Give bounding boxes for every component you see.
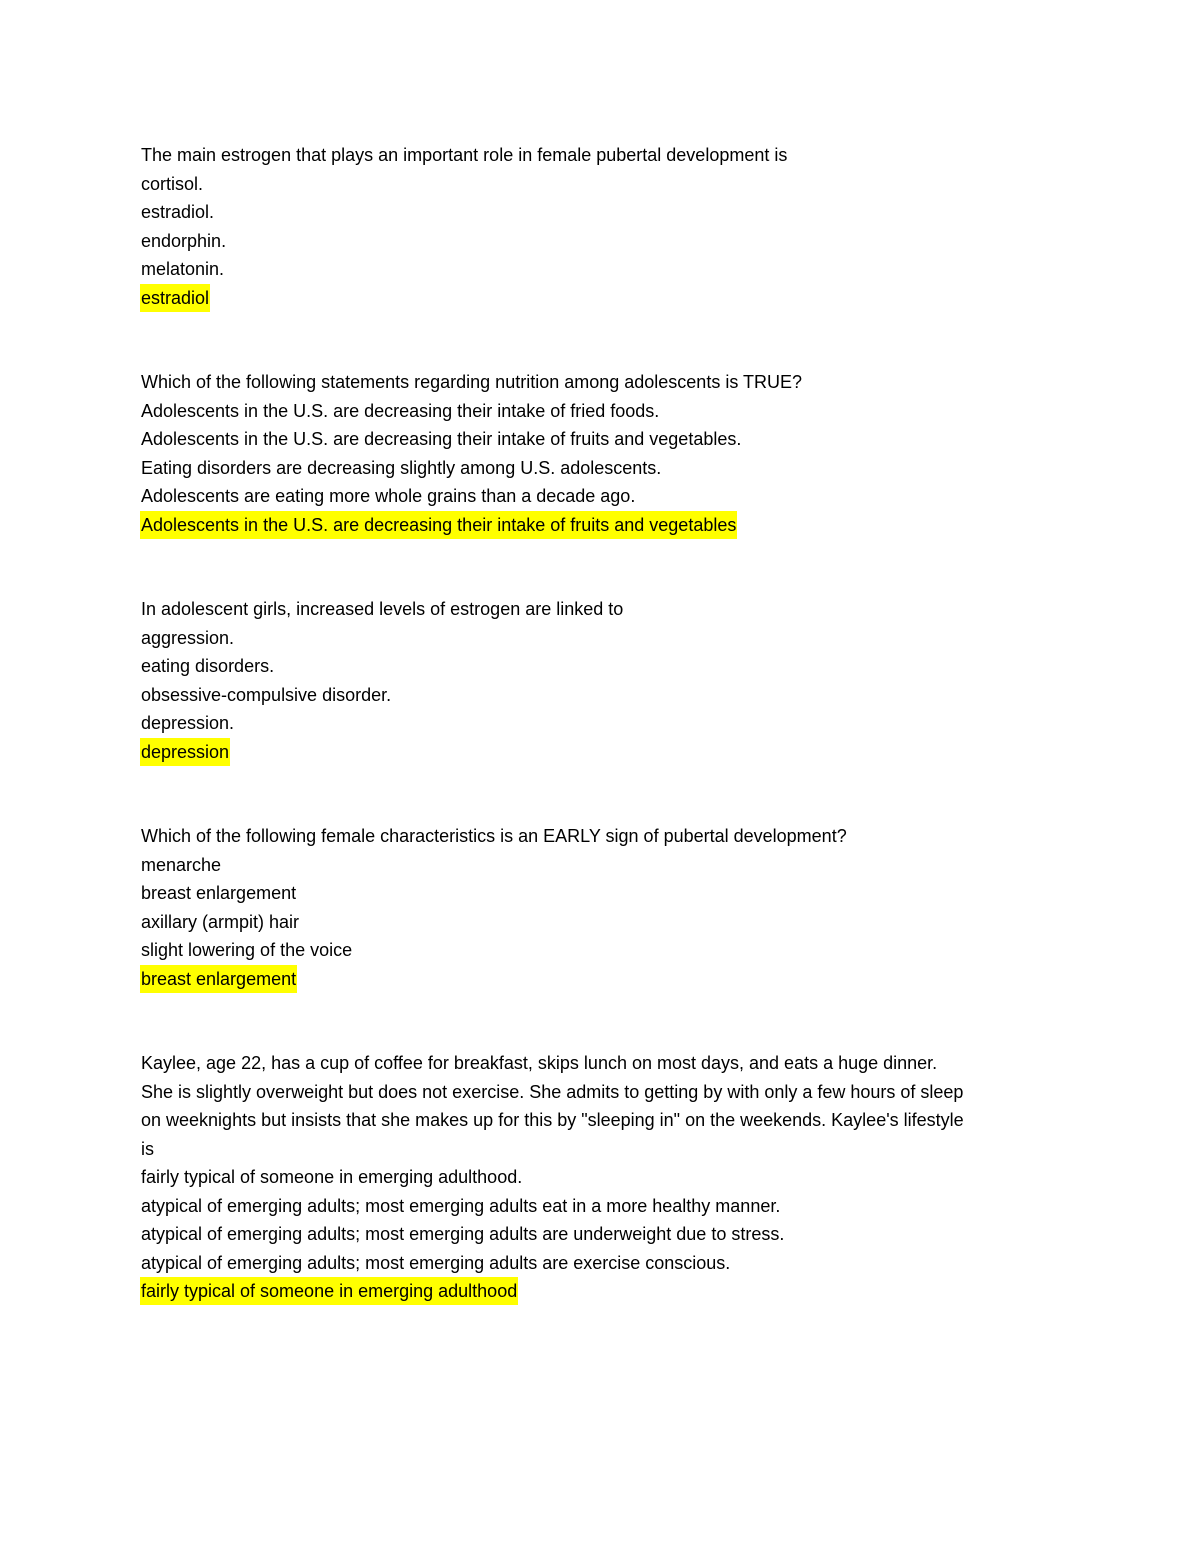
option: axillary (armpit) hair [141, 911, 300, 932]
option: obsessive-compulsive disorder. [141, 684, 392, 705]
option: breast enlargement [141, 883, 297, 903]
option: atypical of emerging adults; most emerging adults are exercise conscious. [141, 1252, 731, 1273]
highlighted-answer: fairly typical of someone in emerging adulthood [140, 1277, 518, 1305]
highlighted-answer: Adolescents in the U.S. are decreasing their intake of fruits and vegetables [140, 511, 737, 539]
option: eating disorders. [141, 656, 275, 676]
question-prompt-line: on weeknights but insists that she makes up for this by "sleeping in" on the weekends. Kaylee's lifestyle [141, 1110, 964, 1130]
option: Adolescents in the U.S. are decreasing their intake of fruits and vegetables. [141, 429, 742, 449]
question-5 [141, 1049, 1061, 1306]
option: fairly typical of someone in emerging adulthood. [141, 1167, 523, 1187]
document-page [141, 141, 1061, 1362]
highlighted-answer: breast enlargement [140, 965, 297, 993]
option: atypical of emerging adults; most emerging adults eat in a more healthy manner. [141, 1195, 781, 1216]
question-3 [141, 595, 1061, 766]
question-prompt: The main estrogen that plays an important role in female pubertal development is [141, 145, 788, 165]
question-prompt: Which of the following female characteristics is an EARLY sign of pubertal development? [141, 826, 847, 846]
question-prompt-line: Kaylee, age 22, has a cup of coffee for breakfast, skips lunch on most days, and eats a huge dinner. [141, 1053, 938, 1073]
option: menarche [141, 854, 222, 875]
highlighted-answer: estradiol [140, 284, 210, 312]
option: Adolescents in the U.S. are decreasing their intake of fried foods. [141, 400, 660, 421]
option: estradiol. [141, 202, 215, 222]
option: aggression. [141, 627, 235, 648]
question-prompt-line: is [141, 1138, 154, 1159]
question-2 [141, 368, 1061, 539]
question-prompt-line: She is slightly overweight but does not exercise. She admits to getting by with only a few hours of sleep [141, 1081, 964, 1102]
option: depression. [141, 713, 235, 733]
option: Eating disorders are decreasing slightly among U.S. adolescents. [141, 457, 662, 478]
option: slight lowering of the voice [141, 940, 353, 960]
question-4 [141, 822, 1061, 993]
option: endorphin. [141, 230, 227, 251]
option: melatonin. [141, 259, 225, 279]
option: atypical of emerging adults; most emerging adults are underweight due to stress. [141, 1224, 785, 1244]
highlighted-answer: depression [140, 738, 230, 766]
question-prompt: In adolescent girls, increased levels of estrogen are linked to [141, 599, 624, 619]
option: Adolescents are eating more whole grains than a decade ago. [141, 486, 636, 506]
question-1 [141, 141, 1061, 312]
option: cortisol. [141, 173, 204, 194]
question-prompt: Which of the following statements regarding nutrition among adolescents is TRUE? [141, 372, 803, 392]
